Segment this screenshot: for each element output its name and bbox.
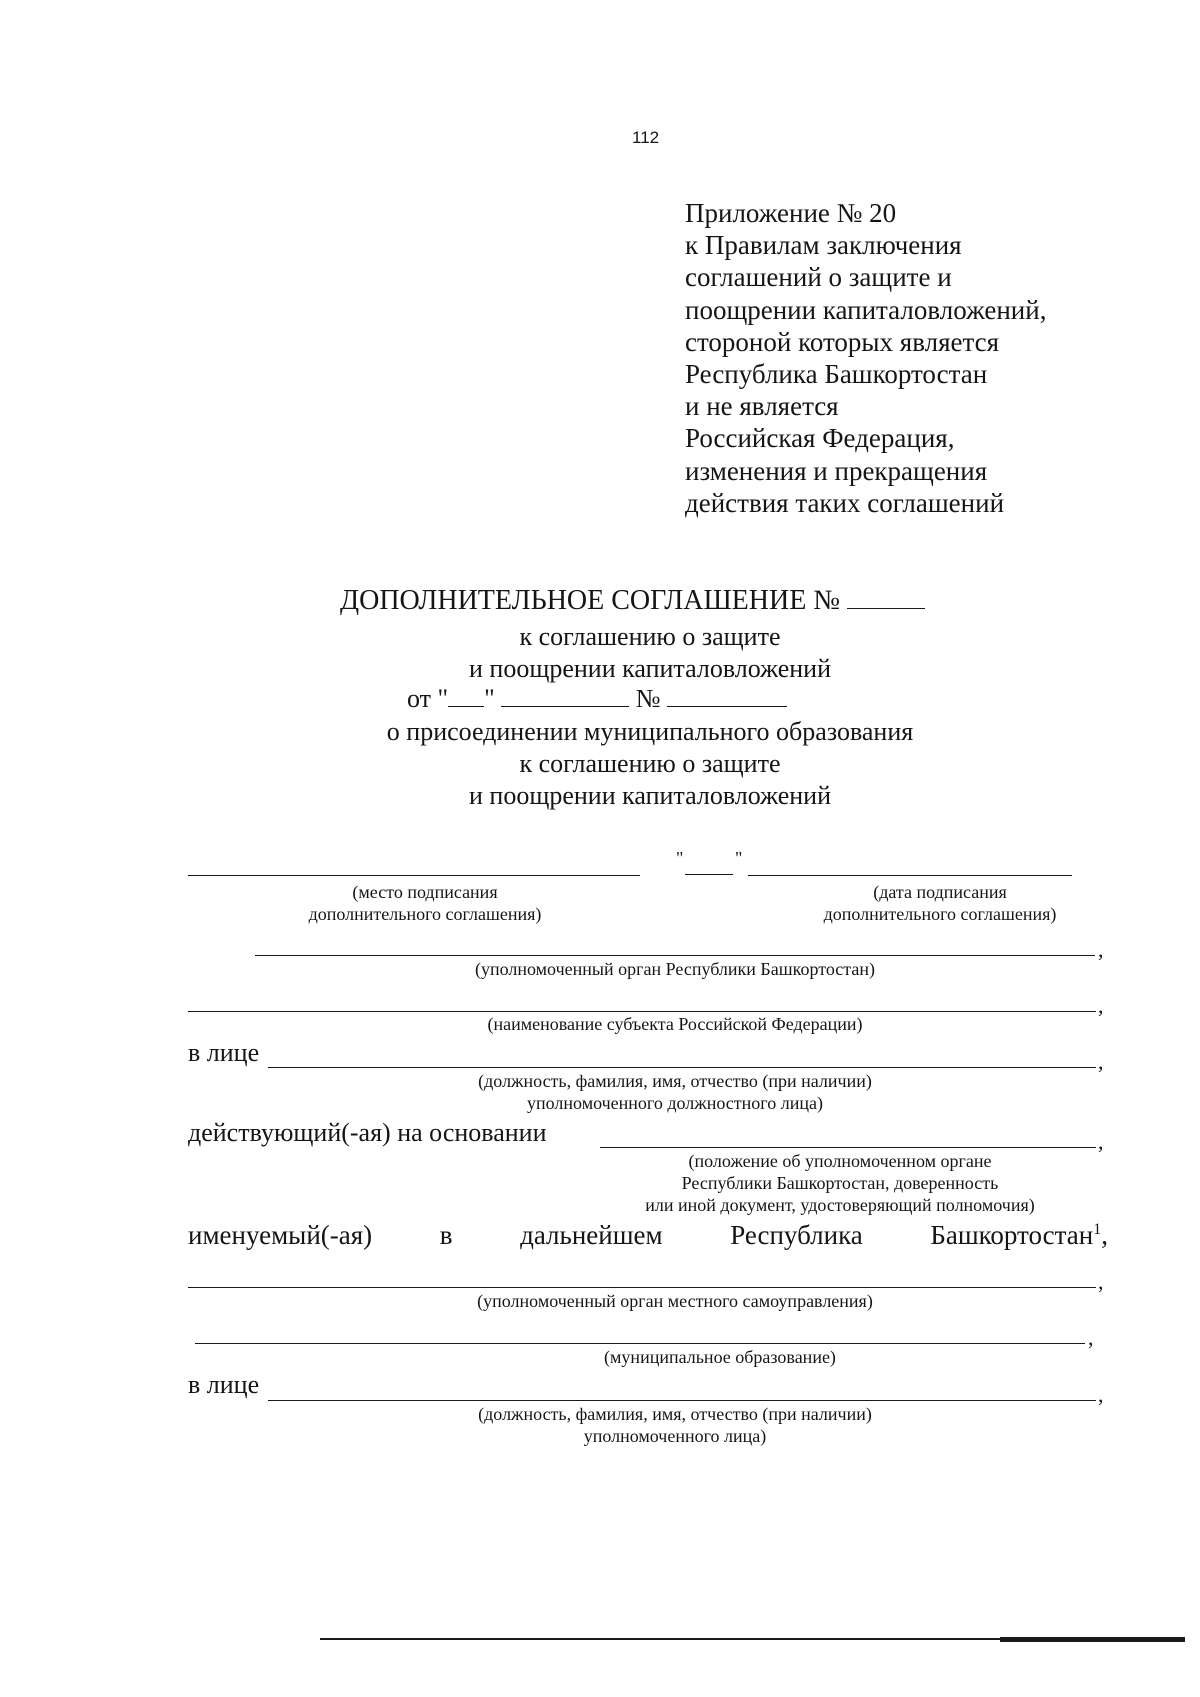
basis-caption [590,1150,1090,1216]
comma: , [1098,1382,1104,1407]
footnote-mark: 1 [1093,1221,1102,1238]
appendix-line: стороной которых является [685,326,1000,357]
municipality-caption: (муниципальное образование) [604,1347,836,1367]
appendix-line: соглашений о защите и [685,262,952,293]
comma: , [1098,1269,1104,1294]
month-year-blank[interactable] [501,684,629,707]
person-caption [255,1403,1095,1447]
footnote-separator [320,1638,1000,1640]
appendix-line: Приложение № 20 [685,198,897,228]
local-body-field-line[interactable] [188,1287,1096,1288]
date-day-line[interactable] [685,874,733,875]
named-word: в [439,1220,453,1250]
rb-body-field-line[interactable] [255,955,1095,956]
page-number: 112 [632,128,660,147]
title-date-line [407,684,787,714]
comma: , [1098,1129,1104,1154]
caption-line: (положение об уполномоченном органе [688,1151,992,1171]
agreement-number-blank[interactable] [847,586,925,609]
caption-line: (дата подписания [873,882,1007,902]
appendix-line: поощрении капиталовложений, [685,294,1047,325]
caption-line: (должность, фамилия, имя, отчество (при наличии) [478,1404,872,1424]
appendix-block [685,197,1046,519]
caption-line: уполномоченного должностного лица) [527,1093,823,1113]
person-field-line[interactable] [268,1400,1096,1401]
place-field-line[interactable] [188,875,640,876]
caption-line: Республики Башкортостан, доверенность [681,1173,999,1193]
in-person-label-2: в лице [188,1370,260,1399]
appendix-line: действия таких соглашений [685,487,1005,518]
named-word: Башкортостан [930,1220,1094,1250]
heading-text: ДОПОЛНИТЕЛЬНОЕ СОГЛАШЕНИЕ № [340,585,841,616]
named-word: именуемый(-ая) [188,1220,373,1250]
appendix-line: Российская Федерация, [685,423,955,454]
comma: , [1101,1220,1108,1250]
footnote-separator-thick [1000,1637,1185,1642]
from-label: от " [407,684,449,713]
date-caption [790,881,1090,925]
hereinafter-line [188,1220,1108,1251]
date-quote-close: " [735,848,743,868]
appendix-line: и не является [685,391,839,422]
acting-label: действующий(-ая) на основании [188,1118,547,1147]
comma: , [1098,993,1104,1018]
date-field-line[interactable] [748,875,1072,876]
title-line: к соглашению о защите [519,749,781,778]
title-line: и поощрении капиталовложений [469,654,831,683]
comma: , [1098,1049,1104,1074]
rb-body-caption: (уполномоченный орган Республики Башкортостан) [475,959,875,979]
number-label: № [635,684,661,713]
caption-line: дополнительного соглашения) [308,904,542,924]
caption-line: или иной документ, удостоверяющий полномочия) [645,1195,1035,1215]
in-person-label: в лице [188,1038,260,1067]
caption-line: (место подписания [352,882,498,902]
place-caption [245,881,605,925]
named-word: дальнейшем [520,1220,663,1250]
day-blank[interactable] [448,684,484,707]
comma: , [1098,937,1104,962]
municipality-field-line[interactable] [195,1343,1085,1344]
subject-field-line[interactable] [188,1011,1096,1012]
appendix-line: Республика Башкортостан [685,359,988,390]
appendix-line: к Правилам заключения [685,230,962,261]
title-line: к соглашению о защите [519,622,781,651]
local-body-caption: (уполномоченный орган местного самоуправления) [477,1291,873,1311]
title-line: и поощрении капиталовложений [469,781,831,810]
basis-field-line[interactable] [600,1147,1096,1148]
date-quote-open: " [676,848,684,868]
official-field-line[interactable] [268,1067,1096,1068]
original-number-blank[interactable] [667,684,787,707]
appendix-line: изменения и прекращения [685,455,988,486]
caption-line: уполномоченного лица) [583,1426,767,1446]
named-word: Республика [730,1220,863,1250]
official-caption [255,1070,1095,1114]
title-line: о присоединении муниципального образования [386,717,914,746]
comma: , [1088,1325,1094,1350]
caption-line: (должность, фамилия, имя, отчество (при наличии) [478,1071,872,1091]
agreement-heading [340,585,925,617]
named-word-last [930,1220,1108,1251]
caption-line: дополнительного соглашения) [823,904,1057,924]
subject-caption: (наименование субъекта Российской Федерации) [487,1014,863,1034]
quote-close: " [484,684,495,713]
